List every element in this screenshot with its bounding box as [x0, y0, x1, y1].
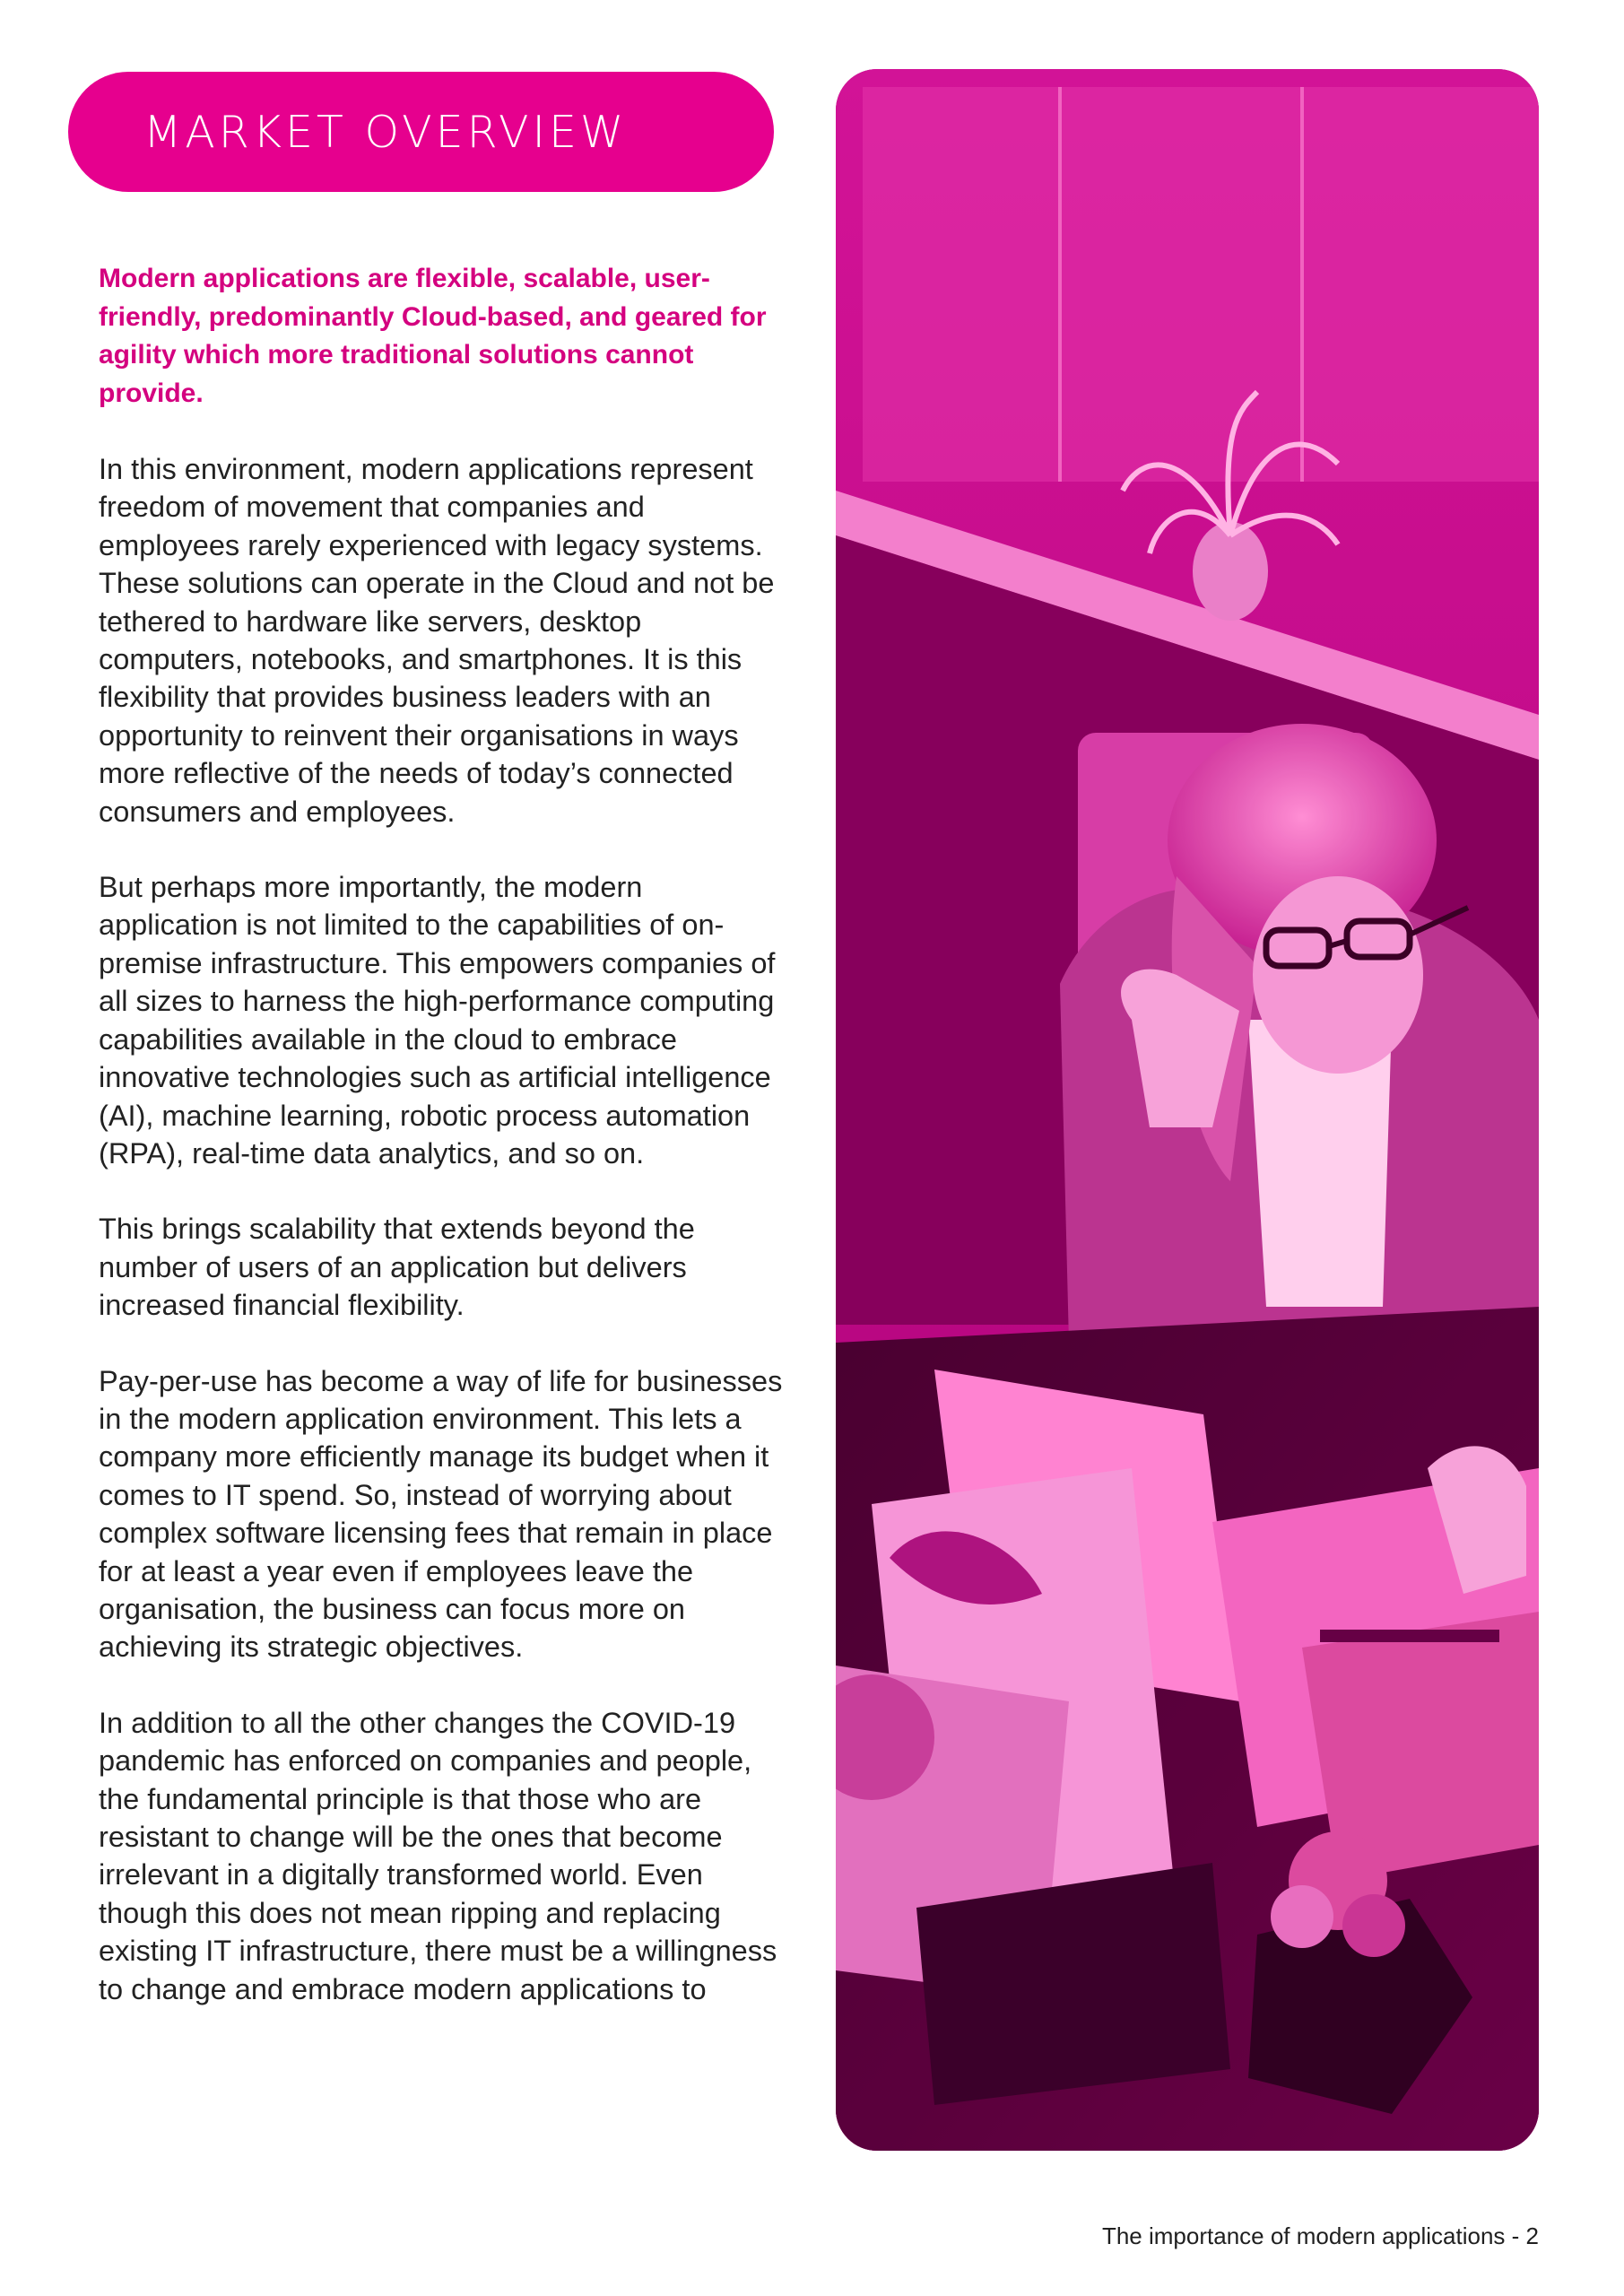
- body-paragraph: This brings scalability that extends beyond the number of users of an application but delivers increased financial flexibility.: [99, 1213, 695, 1322]
- section-title: MARKET OVERVIEW: [143, 106, 628, 158]
- body-paragraph: Pay-per-use has become a way of life for businesses in the modern application environment. This lets a company more efficiently manage its budget when it comes to IT spend. So, instead of worrying about complex software licensing fees that remain in place for at least a year even if employees leave the organisation, the business can focus more on achieving its strategic objectives.: [99, 1364, 783, 1664]
- lead-paragraph: Modern applications are flexible, scalable, user-friendly, predominantly Cloud-based, and geared for agility which more traditional solutions cannot provide.: [99, 264, 767, 408]
- page-footer: The importance of modern applications - 2: [1101, 2222, 1539, 2249]
- section-header: [68, 72, 774, 192]
- body-paragraph: But perhaps more importantly, the modern application is not limited to the capabilities of on-premise infrastructure. This empowers companies of all sizes to harness the high-performance computing capabilities available in the cloud to embrace innovative technologies such as artificial intelligence (AI), machine learning, robotic process automation (RPA), real-time data analytics, and so on.: [99, 871, 776, 1170]
- body-paragraph: In this environment, modern applications represent freedom of movement that companies and employees rarely experienced with legacy systems. These solutions can operate in the Cloud and not be tethered to hardware like servers, desktop computers, notebooks, and smartphones. It is this flexibility that provides business leaders with an opportunity to reinvent their organisations in ways more reflective of the needs of today’s connected consumers and employees.: [99, 453, 775, 828]
- body-paragraph: In addition to all the other changes the COVID-19 pandemic has enforced on companies and people, the fundamental principle is that those who are resistant to change will be the ones that become irrelevant in a digitally transformed world. Even though this does not mean ripping and replacing existing IT infrastructure, there must be a willingness to change and embrace modern applications to: [99, 1706, 777, 2005]
- hero-photo: [836, 69, 1539, 2151]
- article-body: [99, 260, 789, 2046]
- photo-illustration: [836, 69, 1539, 2151]
- tint-overlay: [836, 69, 1539, 2151]
